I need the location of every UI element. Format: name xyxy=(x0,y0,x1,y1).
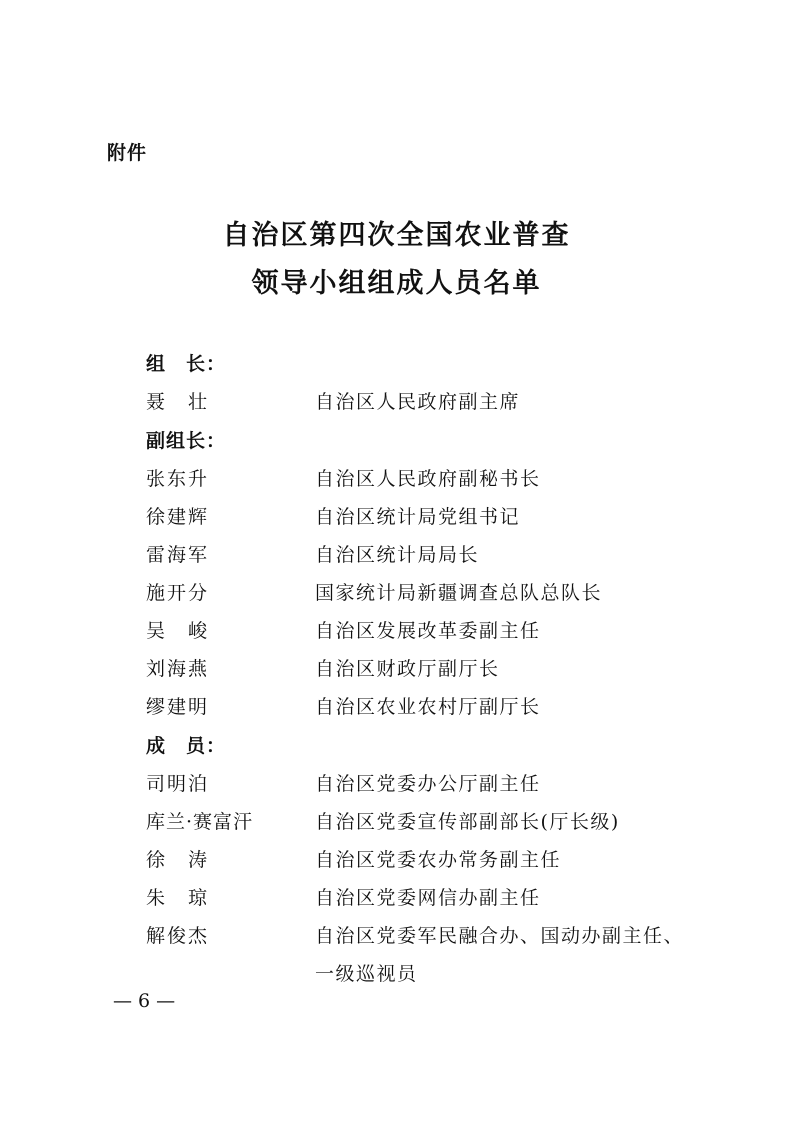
person-name: 吴 峻 xyxy=(146,620,210,642)
person-position: 自治区党委农办常务副主任 xyxy=(315,849,562,871)
person-position: 自治区党委军民融合办、国动办副主任、 xyxy=(315,925,685,947)
person-position: 国家统计局新疆调查总队总队长 xyxy=(315,582,603,604)
person-name: 施开分 xyxy=(146,582,210,604)
person-name: 朱 琼 xyxy=(146,887,210,909)
person-position: 自治区农业农村厅副厅长 xyxy=(315,696,541,718)
person-position: 自治区人民政府副主席 xyxy=(315,391,521,413)
person-name: 司明泊 xyxy=(146,773,210,795)
person-name: 聂 壮 xyxy=(146,391,210,413)
person-position-continued: 一级巡视员 xyxy=(315,963,418,985)
person-name: 张东升 xyxy=(146,468,210,490)
person-position: 自治区人民政府副秘书长 xyxy=(315,468,541,490)
section-leader-heading: 组 长： xyxy=(146,353,227,375)
section-deputy-heading: 副组长： xyxy=(146,430,227,452)
person-name: 雷海军 xyxy=(146,544,210,566)
document-title-line2: 领导小组组成人员名单 xyxy=(251,268,542,299)
person-name: 徐 涛 xyxy=(146,849,210,871)
person-position: 自治区党委办公厅副主任 xyxy=(315,773,541,795)
person-name: 缪建明 xyxy=(146,696,210,718)
page-number: — 6 — xyxy=(113,990,176,1012)
person-name: 解俊杰 xyxy=(146,925,210,947)
person-name: 徐建辉 xyxy=(146,506,210,528)
person-position: 自治区财政厅副厅长 xyxy=(315,658,500,680)
attachment-label: 附件 xyxy=(107,142,148,164)
person-name: 库兰·赛富汗 xyxy=(146,811,254,833)
person-position: 自治区统计局局长 xyxy=(315,544,480,566)
person-name: 刘海燕 xyxy=(146,658,210,680)
person-position: 自治区发展改革委副主任 xyxy=(315,620,541,642)
section-members-heading: 成 员： xyxy=(146,735,227,757)
person-position: 自治区党委宣传部副部长(厅长级) xyxy=(315,811,620,833)
person-position: 自治区党委网信办副主任 xyxy=(315,887,541,909)
document-title-line1: 自治区第四次全国农业普查 xyxy=(222,220,571,251)
person-position: 自治区统计局党组书记 xyxy=(315,506,521,528)
